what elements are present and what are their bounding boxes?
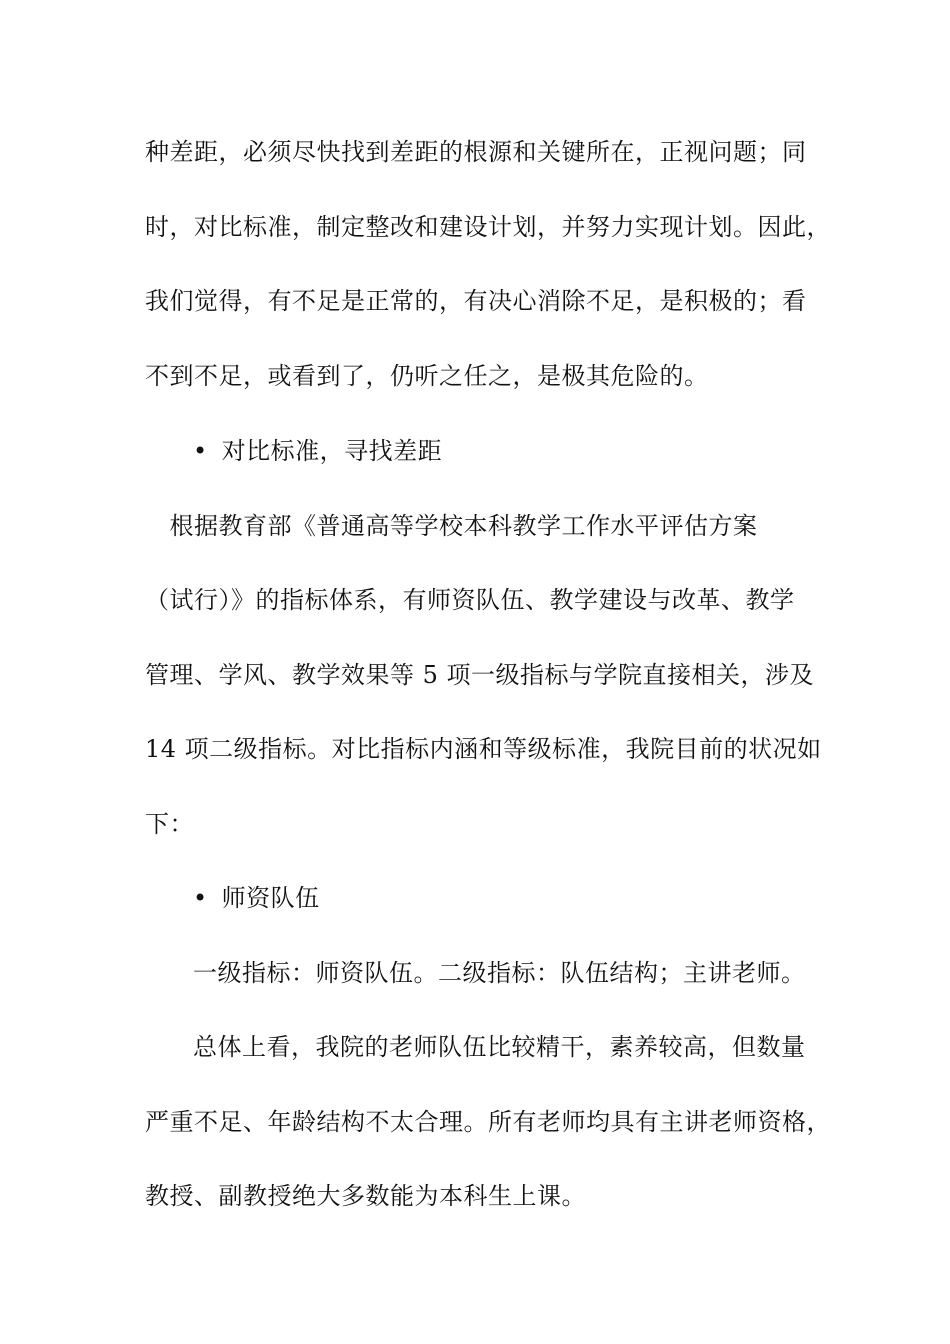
bullet-heading-text: 师资队伍	[221, 884, 320, 912]
paragraph-line: 严重不足、年龄结构不太合理。所有老师均具有主讲老师资格，	[145, 1108, 831, 1136]
bullet-heading	[193, 436, 442, 466]
indicator-line: 一级指标：师资队伍。二级指标：队伍结构；主讲老师。	[193, 959, 806, 987]
bullet-icon: •	[193, 437, 208, 465]
paragraph-line: 14 项二级指标。对比指标内涵和等级标准，我院目前的状况如	[145, 735, 822, 763]
paragraph-line: 时，对比标准，制定整改和建设计划，并努力实现计划。因此，	[145, 213, 831, 241]
paragraph-line: 不到不足，或看到了，仍听之任之，是极其危险的。	[145, 362, 709, 390]
paragraph-line: 根据教育部《普通高等学校本科教学工作水平评估方案	[145, 512, 758, 540]
bullet-icon: •	[193, 884, 208, 912]
paragraph-line: 下：	[145, 810, 194, 838]
bullet-heading	[193, 883, 320, 913]
paragraph-line: 我们觉得，有不足是正常的，有决心消除不足，是积极的；看	[145, 287, 807, 315]
paragraph-line: 种差距，必须尽快找到差距的根源和关键所在，正视问题；同	[145, 138, 807, 166]
paragraph-line: 总体上看，我院的老师队伍比较精干，素养较高，但数量	[193, 1033, 806, 1061]
bullet-heading-text: 对比标准，寻找差距	[221, 437, 443, 465]
paragraph-line: 教授、副教授绝大多数能为本科生上课。	[145, 1182, 586, 1210]
paragraph-line: （试行）》的指标体系，有师资队伍、教学建设与改革、教学	[145, 586, 795, 614]
paragraph-line: 管理、学风、教学效果等 5 项一级指标与学院直接相关，涉及	[145, 661, 815, 689]
